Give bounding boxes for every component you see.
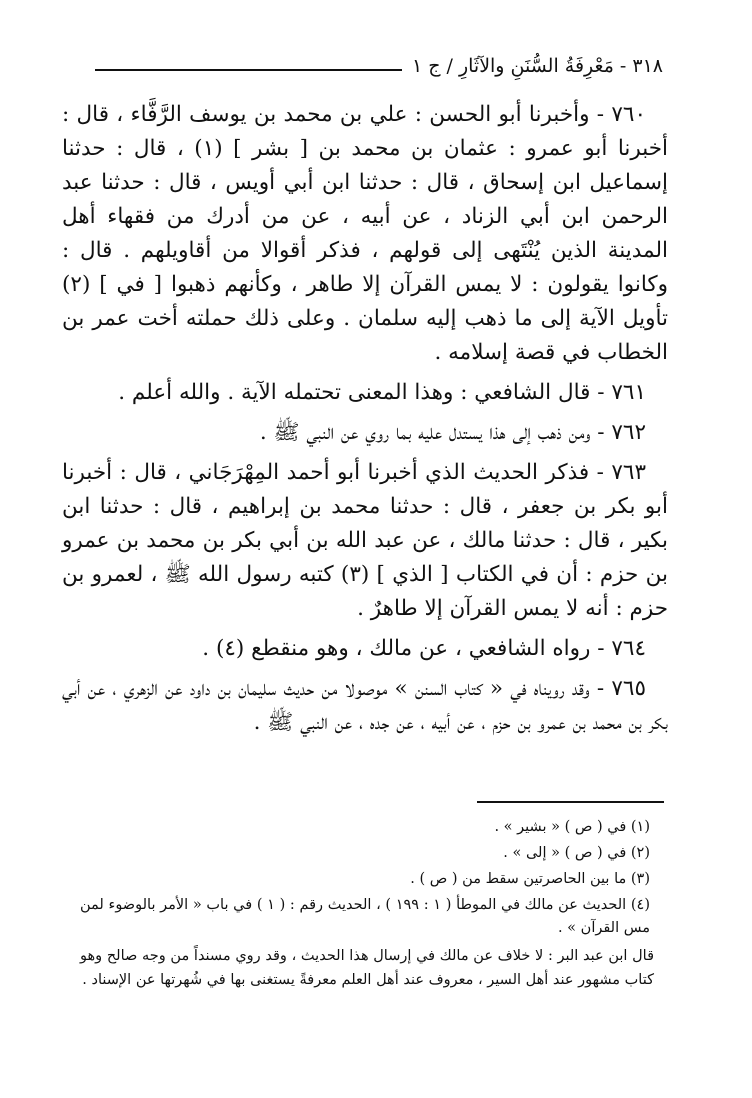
main-text [62, 98, 668, 746]
footnote-separator [477, 801, 664, 803]
footnotes [80, 816, 668, 995]
footnote-2: (٢) في ( ص ) « إلى » . [503, 845, 650, 861]
header-title: ٣١٨ - مَعْرِفَةُ السُّنَنِ والآثَارِ / ج ١ [411, 55, 663, 77]
footnote-3: (٣) ما بين الحاصرتين سقط من ( ص ) . [410, 871, 650, 887]
paragraph-762: ٧٦٢ - ومن ذهب إلى هذا يستدل عليه بما روي عن النبي ﷺ . [259, 420, 646, 445]
footnote-1: (١) في ( ص ) « بشير » . [494, 819, 650, 835]
paragraph-764: ٧٦٤ - رواه الشافعي ، عن مالك ، وهو منقطع (٤) . [202, 636, 646, 661]
paragraph-765: ٧٦٥ - وقد رويناه في « كتاب السنن » موصولا من حديث سليمان بن داود عن الزهري ، عن أبي بكر بن محمد بن عمرو بن حزم ، عن أبيه ، عن جده ، عن النبي ﷺ . [62, 676, 668, 735]
paragraph-763: ٧٦٣ - فذكر الحديث الذي أخبرنا أبو أحمد المِهْرَجَاني ، قال : أخبرنا أبو بكر بن جعفر ، قال : حدثنا محمد بن إبراهيم ، قال : حدثنا ابن بكير ، قال : حدثنا مالك ، عن عبد الله بن أبي بكر بن محمد بن عمرو بن حزم : أن في الكتاب [ الذي ] (٣) كتبه رسول الله ﷺ ، لعمرو بن حزم : أنه لا يمس القرآن إلا طاهرٌ . [62, 460, 668, 621]
footnote-note: قال ابن عبد البر : لا خلاف عن مالك في إرسال هذا الحديث ، وقد روي مسنداً من وجه صالح وهو كتاب مشهور عند أهل السير ، معروف عند أهل العلم معرفةً يستغنى بها في شُهرتها عن الإسناد . [80, 948, 654, 988]
running-header [95, 52, 663, 80]
header-rule [95, 69, 402, 71]
paragraph-760: ٧٦٠ - وأخبرنا أبو الحسن : علي بن محمد بن يوسف الرَّفَّاء ، قال : أخبرنا أبو عمرو : عثمان بن محمد بن [ بشر ] (١) ، قال : حدثنا إسماعيل ابن إسحاق ، قال : حدثنا ابن أبي أويس ، قال : حدثنا عبد الرحمن ابن أبي الزناد ، عن أبيه ، عن من أدرك من فقهاء أهل المدينة الذين يُنْتَهى إلى قولهم ، فذكر أقوالا من أقاويلهم . قال : وكانوا يقولون : لا يمس القرآن إلا طاهر ، وكأنهم ذهبوا [ في ] (٢) تأويل الآية إلى ما ذهب إليه سلمان . وعلى ذلك حملته أخت عمر بن الخطاب في قصة إسلامه . [62, 102, 668, 365]
paragraph-761: ٧٦١ - قال الشافعي : وهذا المعنى تحتمله الآية . والله أعلم . [118, 380, 646, 405]
footnote-4: (٤) الحديث عن مالك في الموطأ ( ١ : ١٩٩ ) ، الحديث رقم : ( ١ ) في باب « الأمر بالوضوء لمن مس القرآن » . [80, 897, 650, 936]
